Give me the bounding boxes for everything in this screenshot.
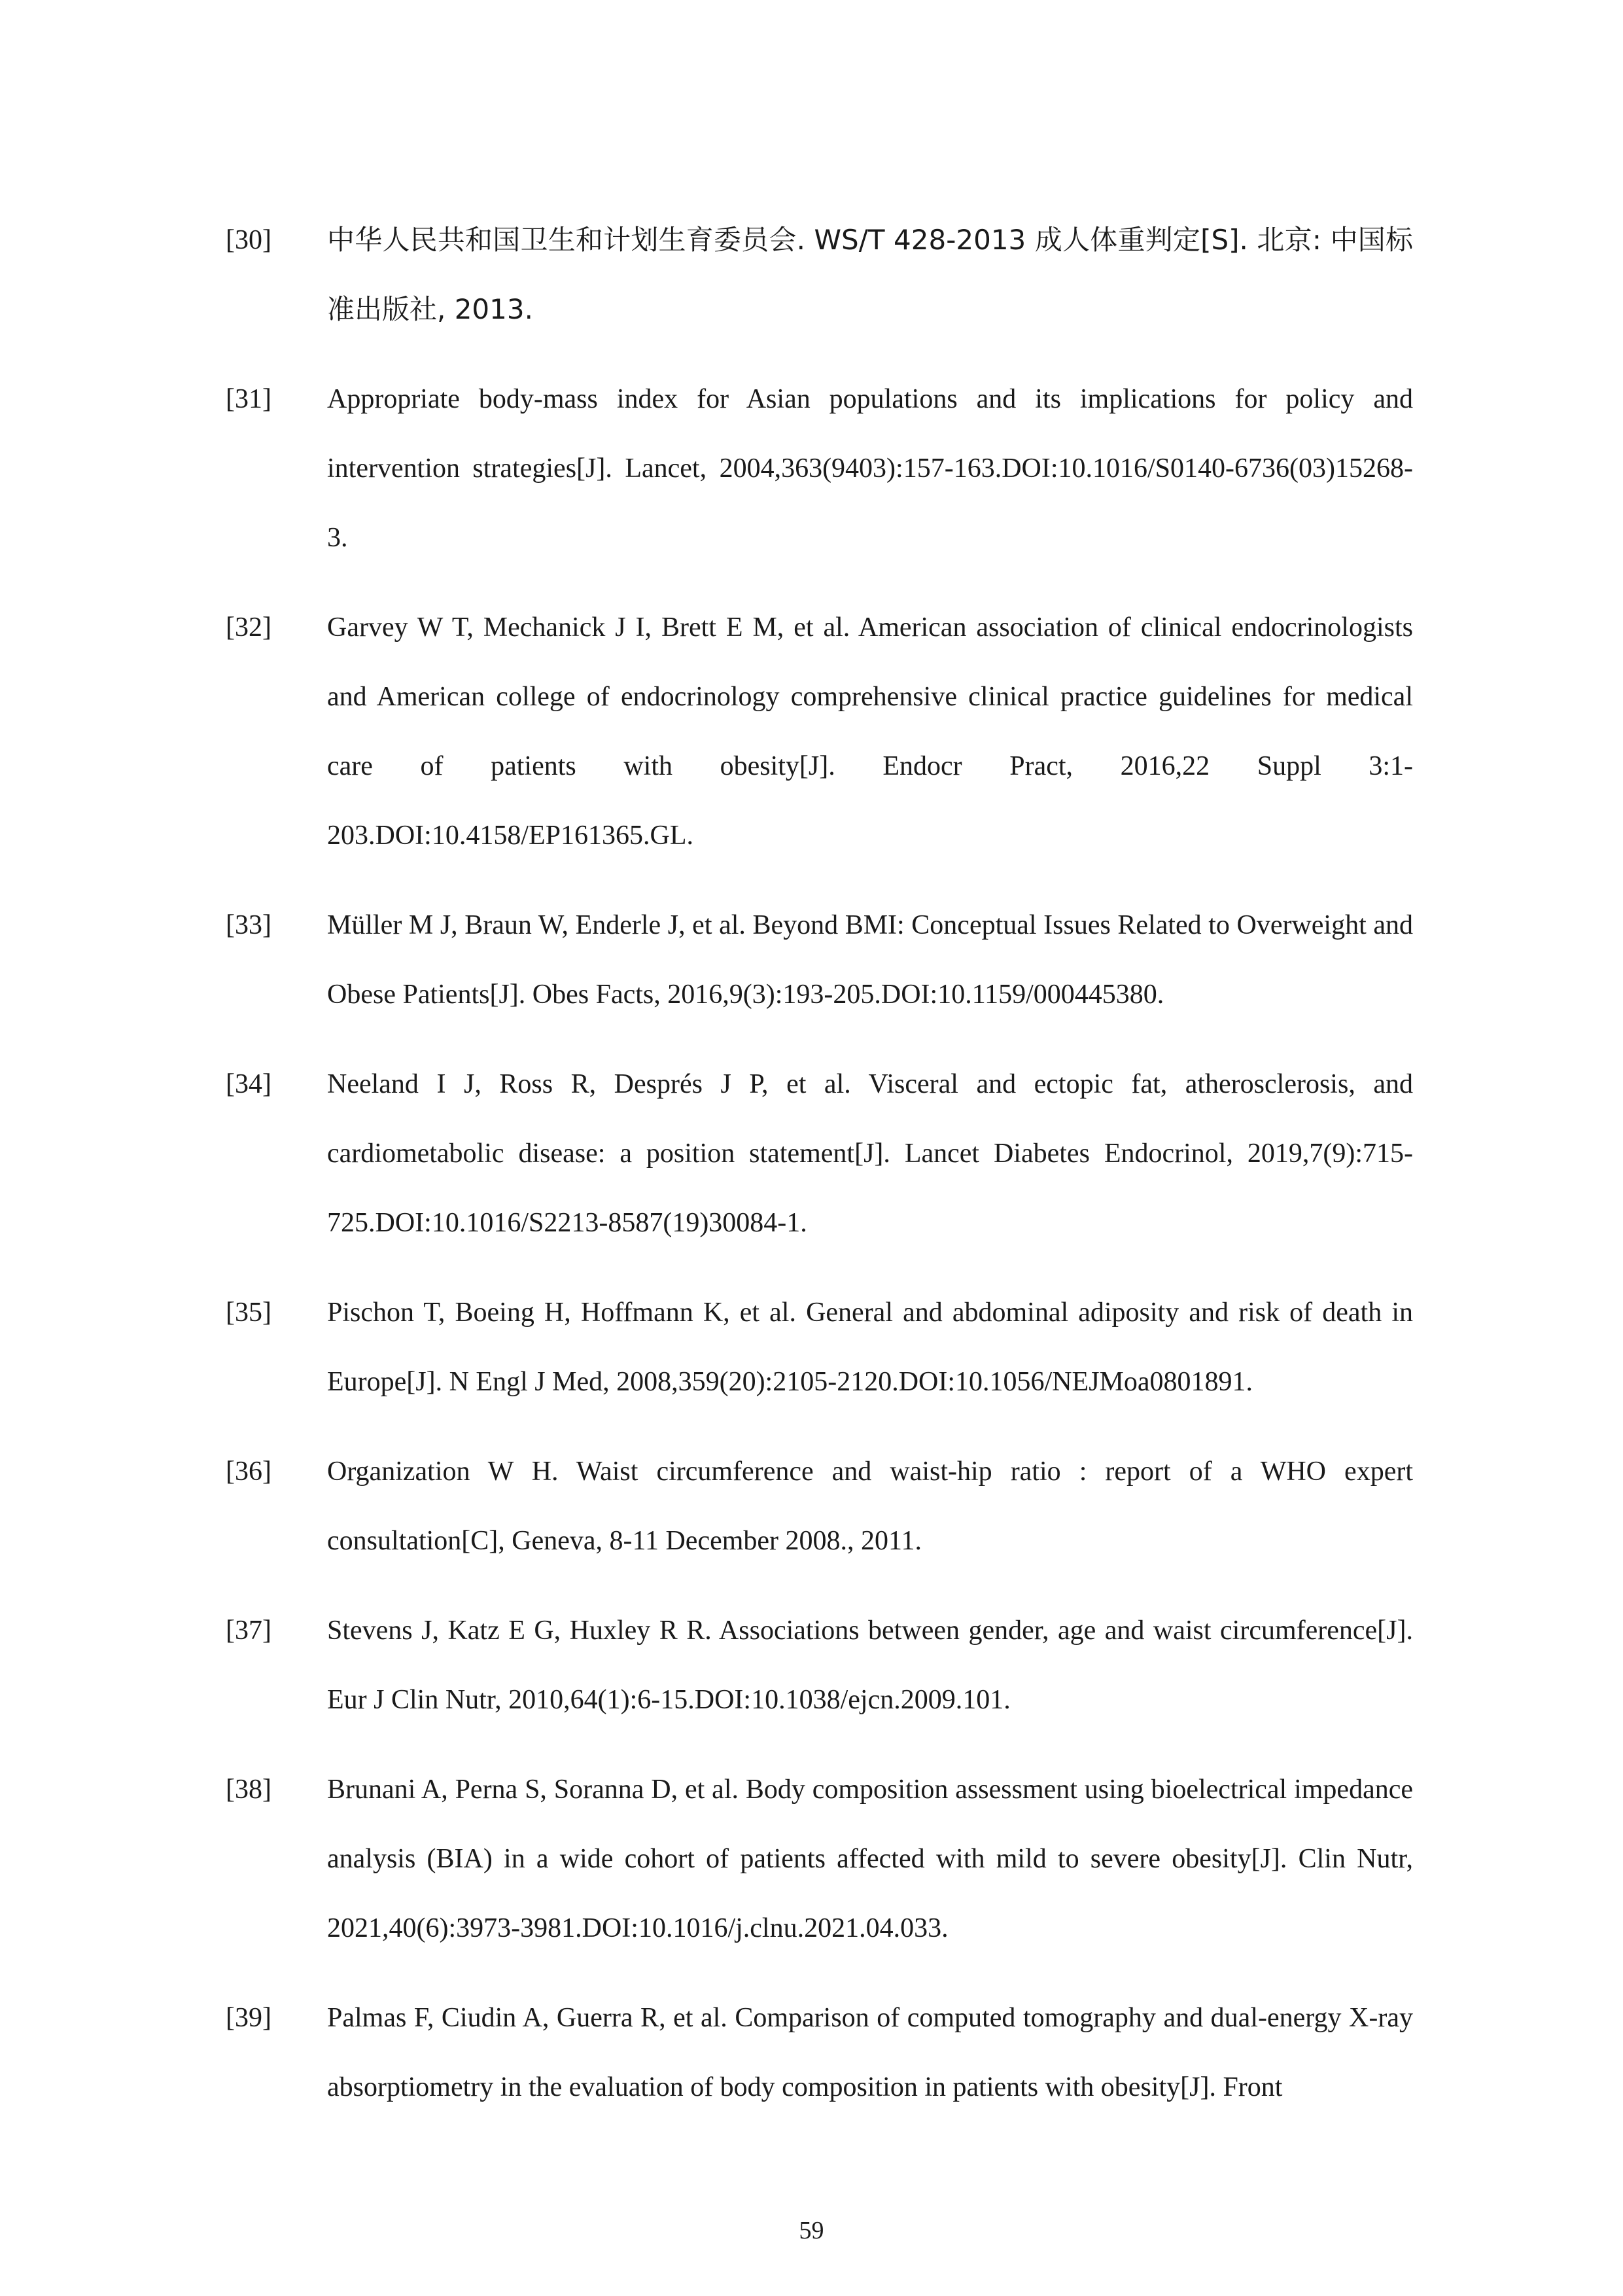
- reference-entry-34: [226, 1050, 1413, 1258]
- reference-number: [30]: [226, 225, 271, 255]
- reference-number: [34]: [226, 1069, 271, 1099]
- reference-text: Garvey W T, Mechanick J I, Brett E M, et al. American association of clinical endocrinologists and American college of endocrinology comprehensive clinical practice guidelines for medical care of patients with obesity[J]. Endocr Pract, 2016,22 Suppl 3:1-203.DOI:10.4158/EP161365.GL.: [327, 612, 1413, 851]
- reference-entry-31: [226, 364, 1413, 573]
- reference-entry-39: [226, 1983, 1413, 2122]
- reference-entry-32: [226, 593, 1413, 870]
- reference-number: [36]: [226, 1457, 271, 1487]
- reference-number: [38]: [226, 1775, 271, 1805]
- reference-number: [31]: [226, 384, 271, 414]
- reference-entry-33: [226, 891, 1413, 1029]
- reference-number: [37]: [226, 1616, 271, 1646]
- page-number: 59: [799, 2217, 824, 2244]
- reference-text: Neeland I J, Ross R, Després J P, et al. Visceral and ectopic fat, atherosclerosis, and cardiometabolic disease: a position statement[J]. Lancet Diabetes Endocrinol, 2019,7(9):715-725.DOI:10.1016/S2213-8587(19)30084-1.: [327, 1069, 1413, 1238]
- reference-text: Organization W H. Waist circumference and waist-hip ratio : report of a WHO expert consultation[C], Geneva, 8-11 December 2008., 2011.: [327, 1457, 1413, 1556]
- reference-text: Müller M J, Braun W, Enderle J, et al. Beyond BMI: Conceptual Issues Related to Overweight and Obese Patients[J]. Obes Facts, 2016,9(3):193-205.DOI:10.1159/000445380.: [327, 910, 1413, 1010]
- reference-text: Palmas F, Ciudin A, Guerra R, et al. Comparison of computed tomography and dual-energy X-ray absorptiometry in the evaluation of body composition in patients with obesity[J]. Front: [327, 2003, 1413, 2102]
- reference-number: [33]: [226, 910, 271, 940]
- reference-text: Stevens J, Katz E G, Huxley R R. Associations between gender, age and waist circumference[J]. Eur J Clin Nutr, 2010,64(1):6-15.DOI:10.1038/ejcn.2009.101.: [327, 1616, 1413, 1715]
- reference-entry-30: [226, 205, 1413, 344]
- reference-text: Pischon T, Boeing H, Hoffmann K, et al. General and abdominal adiposity and risk of death in Europe[J]. N Engl J Med, 2008,359(20):2105-2120.DOI:10.1056/NEJMoa0801891.: [327, 1298, 1413, 1397]
- reference-entry-36: [226, 1437, 1413, 1576]
- reference-number: [32]: [226, 612, 271, 643]
- reference-entry-38: [226, 1755, 1413, 1963]
- reference-number: [39]: [226, 2003, 271, 2033]
- reference-text: Appropriate body-mass index for Asian populations and its implications for policy and intervention strategies[J]. Lancet, 2004,363(9403):157-163.DOI:10.1016/S0140-6736(03)15268-3.: [327, 384, 1413, 553]
- reference-entry-37: [226, 1596, 1413, 1735]
- reference-list: [226, 205, 1413, 2142]
- reference-entry-35: [226, 1278, 1413, 1417]
- reference-number: [35]: [226, 1298, 271, 1328]
- reference-text: Brunani A, Perna S, Soranna D, et al. Body composition assessment using bioelectrical impedance analysis (BIA) in a wide cohort of patients affected with mild to severe obesity[J]. Clin Nutr, 2021,40(6):3973-3981.DOI:10.1016/j.clnu.2021.04.033.: [327, 1775, 1413, 1943]
- reference-text: 中华人民共和国卫生和计划生育委员会. WS/T 428-2013 成人体重判定[S]. 北京: 中国标准出版社, 2013.: [327, 224, 1413, 325]
